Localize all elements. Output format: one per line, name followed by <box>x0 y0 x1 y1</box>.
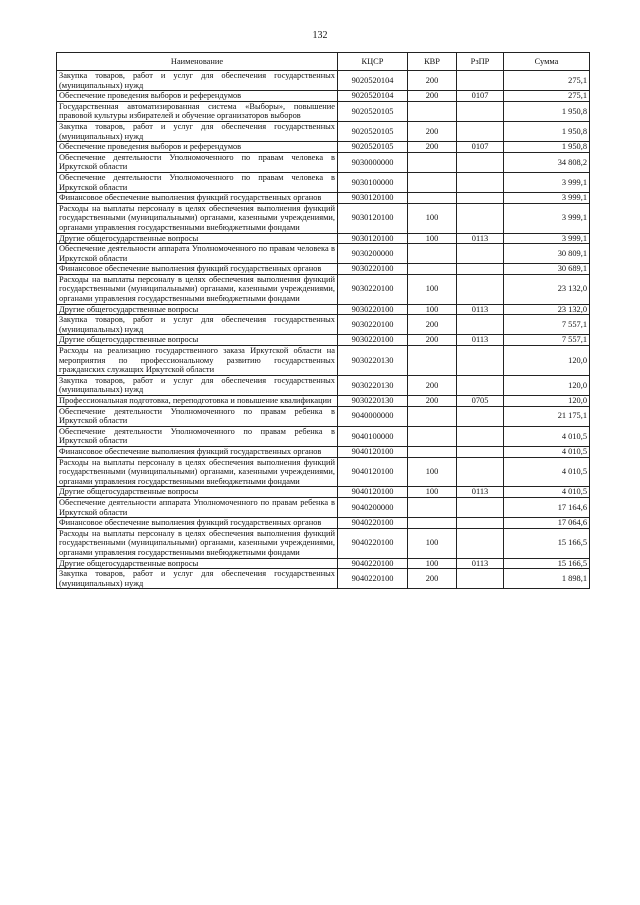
cell-kvr: 100 <box>408 304 457 315</box>
cell-kvr <box>408 152 457 172</box>
cell-kvr: 200 <box>408 71 457 91</box>
cell-kvr: 200 <box>408 375 457 395</box>
cell-kcsr: 9040200000 <box>338 497 408 517</box>
cell-kvr <box>408 193 457 204</box>
cell-name: Закупка товаров, работ и услуг для обеспечения государственных (муниципальных) нужд <box>57 315 338 335</box>
table-row <box>57 91 590 102</box>
cell-sum: 23 132,0 <box>504 304 590 315</box>
cell-kcsr: 9040220100 <box>338 558 408 569</box>
cell-rzpr <box>457 375 504 395</box>
budget-table <box>56 52 590 589</box>
cell-kcsr: 9030200000 <box>338 244 408 264</box>
table-row <box>57 304 590 315</box>
cell-rzpr <box>457 172 504 192</box>
cell-sum: 275,1 <box>504 91 590 102</box>
cell-kvr <box>408 172 457 192</box>
cell-rzpr <box>457 497 504 517</box>
cell-rzpr <box>457 274 504 304</box>
cell-sum: 120,0 <box>504 396 590 407</box>
cell-rzpr: 0113 <box>457 487 504 498</box>
table-row <box>57 335 590 346</box>
table-row <box>57 142 590 153</box>
cell-rzpr <box>457 315 504 335</box>
cell-rzpr: 0705 <box>457 396 504 407</box>
table-body <box>57 71 590 589</box>
cell-sum: 23 132,0 <box>504 274 590 304</box>
table-row <box>57 518 590 529</box>
cell-name: Другие общегосударственные вопросы <box>57 233 338 244</box>
cell-rzpr: 0113 <box>457 558 504 569</box>
cell-rzpr: 0107 <box>457 142 504 153</box>
cell-rzpr <box>457 346 504 376</box>
cell-name: Другие общегосударственные вопросы <box>57 335 338 346</box>
cell-name: Обеспечение деятельности аппарата Уполномоченного по правам человека в Иркутской области <box>57 244 338 264</box>
cell-name: Другие общегосударственные вопросы <box>57 558 338 569</box>
cell-kvr: 200 <box>408 91 457 102</box>
cell-kvr: 100 <box>408 203 457 233</box>
cell-sum: 4 010,5 <box>504 457 590 487</box>
cell-sum: 275,1 <box>504 71 590 91</box>
cell-sum: 15 166,5 <box>504 528 590 558</box>
cell-kvr: 200 <box>408 569 457 589</box>
cell-kvr: 100 <box>408 487 457 498</box>
cell-kvr: 100 <box>408 558 457 569</box>
table-row <box>57 101 590 121</box>
cell-kvr: 200 <box>408 335 457 346</box>
cell-sum: 1 950,8 <box>504 142 590 153</box>
header-sum: Сумма <box>504 53 590 71</box>
table-row <box>57 71 590 91</box>
cell-sum: 3 999,1 <box>504 233 590 244</box>
cell-name: Обеспечение деятельности Уполномоченного по правам ребенка в Иркутской области <box>57 426 338 446</box>
cell-kvr <box>408 244 457 264</box>
cell-name: Другие общегосударственные вопросы <box>57 487 338 498</box>
table-row <box>57 487 590 498</box>
cell-kcsr: 9020520105 <box>338 142 408 153</box>
table-row <box>57 244 590 264</box>
cell-name: Профессиональная подготовка, переподготовка и повышение квалификации <box>57 396 338 407</box>
cell-rzpr <box>457 121 504 141</box>
header-name: Наименование <box>57 53 338 71</box>
cell-kvr <box>408 346 457 376</box>
table-row <box>57 457 590 487</box>
table-row <box>57 315 590 335</box>
cell-rzpr: 0113 <box>457 304 504 315</box>
cell-rzpr <box>457 264 504 275</box>
cell-name: Обеспечение деятельности Уполномоченного по правам человека в Иркутской области <box>57 152 338 172</box>
cell-rzpr: 0113 <box>457 335 504 346</box>
cell-rzpr <box>457 426 504 446</box>
cell-kcsr: 9030220130 <box>338 375 408 395</box>
cell-kcsr: 9030220100 <box>338 335 408 346</box>
cell-kvr: 200 <box>408 396 457 407</box>
cell-name: Закупка товаров, работ и услуг для обеспечения государственных (муниципальных) нужд <box>57 375 338 395</box>
cell-kcsr: 9040100000 <box>338 426 408 446</box>
cell-sum: 3 999,1 <box>504 193 590 204</box>
cell-kcsr: 9030220100 <box>338 274 408 304</box>
cell-name: Расходы на выплаты персоналу в целях обеспечения выполнения функций государственными (муниципальными) органами, казенными учреждениями, органами управления государственными внебюджетными фондами <box>57 203 338 233</box>
cell-kvr: 200 <box>408 315 457 335</box>
cell-kcsr: 9040220100 <box>338 518 408 529</box>
cell-sum: 7 557,1 <box>504 315 590 335</box>
cell-name: Обеспечение деятельности аппарата Уполномоченного по правам ребенка в Иркутской области <box>57 497 338 517</box>
table-row <box>57 172 590 192</box>
table-row <box>57 203 590 233</box>
cell-kvr <box>408 406 457 426</box>
cell-kvr <box>408 518 457 529</box>
cell-sum: 7 557,1 <box>504 335 590 346</box>
cell-sum: 3 999,1 <box>504 203 590 233</box>
cell-sum: 4 010,5 <box>504 487 590 498</box>
cell-name: Закупка товаров, работ и услуг для обеспечения государственных (муниципальных) нужд <box>57 121 338 141</box>
cell-kvr: 100 <box>408 528 457 558</box>
cell-rzpr <box>457 203 504 233</box>
cell-name: Закупка товаров, работ и услуг для обеспечения государственных (муниципальных) нужд <box>57 569 338 589</box>
cell-name: Обеспечение проведения выборов и референдумов <box>57 142 338 153</box>
cell-name: Финансовое обеспечение выполнения функций государственных органов <box>57 264 338 275</box>
table-row <box>57 152 590 172</box>
cell-kcsr: 9030120100 <box>338 203 408 233</box>
cell-rzpr: 0113 <box>457 233 504 244</box>
cell-name: Расходы на выплаты персоналу в целях обеспечения выполнения функций государственными (муниципальными) органами, казенными учреждениями, органами управления государственными внебюджетными фондами <box>57 457 338 487</box>
cell-name: Обеспечение проведения выборов и референдумов <box>57 91 338 102</box>
cell-kcsr: 9030220100 <box>338 315 408 335</box>
cell-rzpr <box>457 406 504 426</box>
cell-kcsr: 9040120100 <box>338 457 408 487</box>
cell-rzpr <box>457 152 504 172</box>
header-rzpr: РзПР <box>457 53 504 71</box>
cell-kcsr: 9030100000 <box>338 172 408 192</box>
cell-kvr <box>408 497 457 517</box>
cell-kvr <box>408 264 457 275</box>
cell-sum: 120,0 <box>504 375 590 395</box>
cell-kvr: 200 <box>408 121 457 141</box>
cell-name: Закупка товаров, работ и услуг для обеспечения государственных (муниципальных) нужд <box>57 71 338 91</box>
cell-kvr: 200 <box>408 142 457 153</box>
cell-name: Государственная автоматизированная система «Выборы», повышение правовой культуры избирателей и обучение организаторов выборов <box>57 101 338 121</box>
cell-rzpr <box>457 101 504 121</box>
cell-kcsr: 9030220100 <box>338 304 408 315</box>
cell-name: Финансовое обеспечение выполнения функций государственных органов <box>57 446 338 457</box>
table-row <box>57 528 590 558</box>
cell-name: Расходы на выплаты персоналу в целях обеспечения выполнения функций государственными (муниципальными) органами, казенными учреждениями, органами управления государственными внебюджетными фондами <box>57 528 338 558</box>
cell-kcsr: 9030220130 <box>338 396 408 407</box>
cell-rzpr <box>457 518 504 529</box>
cell-kcsr: 9040220100 <box>338 569 408 589</box>
table-header-row <box>57 53 590 71</box>
table-row <box>57 426 590 446</box>
table-row <box>57 569 590 589</box>
table-row <box>57 121 590 141</box>
cell-kvr: 100 <box>408 274 457 304</box>
cell-sum: 1 898,1 <box>504 569 590 589</box>
cell-rzpr <box>457 446 504 457</box>
cell-kvr <box>408 101 457 121</box>
cell-kvr: 100 <box>408 457 457 487</box>
cell-sum: 15 166,5 <box>504 558 590 569</box>
cell-rzpr <box>457 244 504 264</box>
cell-rzpr: 0107 <box>457 91 504 102</box>
cell-name: Расходы на выплаты персоналу в целях обеспечения выполнения функций государственными (муниципальными) органами, казенными учреждениями, органами управления государственными внебюджетными фондами <box>57 274 338 304</box>
table-row <box>57 193 590 204</box>
cell-kcsr: 9020520105 <box>338 121 408 141</box>
cell-sum: 1 950,8 <box>504 101 590 121</box>
table-row <box>57 233 590 244</box>
cell-name: Финансовое обеспечение выполнения функций государственных органов <box>57 518 338 529</box>
cell-kcsr: 9040120100 <box>338 446 408 457</box>
cell-sum: 120,0 <box>504 346 590 376</box>
cell-sum: 1 950,8 <box>504 121 590 141</box>
cell-kcsr: 9040000000 <box>338 406 408 426</box>
cell-name: Другие общегосударственные вопросы <box>57 304 338 315</box>
page-number: 132 <box>312 30 328 41</box>
cell-name: Расходы на реализацию государственного заказа Иркутской области на мероприятия по профессиональному развитию государственных гражданских служащих Иркутской области <box>57 346 338 376</box>
table-row <box>57 497 590 517</box>
header-kvr: КВР <box>408 53 457 71</box>
cell-name: Обеспечение деятельности Уполномоченного по правам ребенка в Иркутской области <box>57 406 338 426</box>
cell-sum: 4 010,5 <box>504 446 590 457</box>
table-row <box>57 264 590 275</box>
cell-rzpr <box>457 71 504 91</box>
cell-kcsr: 9030120100 <box>338 193 408 204</box>
cell-kcsr: 9020520104 <box>338 91 408 102</box>
table-row <box>57 274 590 304</box>
cell-rzpr <box>457 457 504 487</box>
table-row <box>57 396 590 407</box>
cell-kvr: 100 <box>408 233 457 244</box>
header-kcsr: КЦСР <box>338 53 408 71</box>
cell-kcsr: 9020520105 <box>338 101 408 121</box>
cell-sum: 34 808,2 <box>504 152 590 172</box>
cell-sum: 3 999,1 <box>504 172 590 192</box>
table-row <box>57 375 590 395</box>
table-row <box>57 558 590 569</box>
table-row <box>57 406 590 426</box>
cell-kcsr: 9030000000 <box>338 152 408 172</box>
cell-sum: 30 809,1 <box>504 244 590 264</box>
cell-rzpr <box>457 569 504 589</box>
table-row <box>57 346 590 376</box>
cell-sum: 17 164,6 <box>504 497 590 517</box>
cell-kcsr: 9030220130 <box>338 346 408 376</box>
cell-name: Обеспечение деятельности Уполномоченного по правам человека в Иркутской области <box>57 172 338 192</box>
cell-kcsr: 9040220100 <box>338 528 408 558</box>
cell-sum: 30 689,1 <box>504 264 590 275</box>
cell-sum: 21 175,1 <box>504 406 590 426</box>
cell-rzpr <box>457 193 504 204</box>
cell-kcsr: 9040120100 <box>338 487 408 498</box>
table-row <box>57 446 590 457</box>
cell-sum: 4 010,5 <box>504 426 590 446</box>
cell-kcsr: 9030220100 <box>338 264 408 275</box>
cell-name: Финансовое обеспечение выполнения функций государственных органов <box>57 193 338 204</box>
cell-kvr <box>408 426 457 446</box>
cell-sum: 17 064,6 <box>504 518 590 529</box>
cell-kcsr: 9020520104 <box>338 71 408 91</box>
cell-rzpr <box>457 528 504 558</box>
cell-kvr <box>408 446 457 457</box>
cell-kcsr: 9030120100 <box>338 233 408 244</box>
